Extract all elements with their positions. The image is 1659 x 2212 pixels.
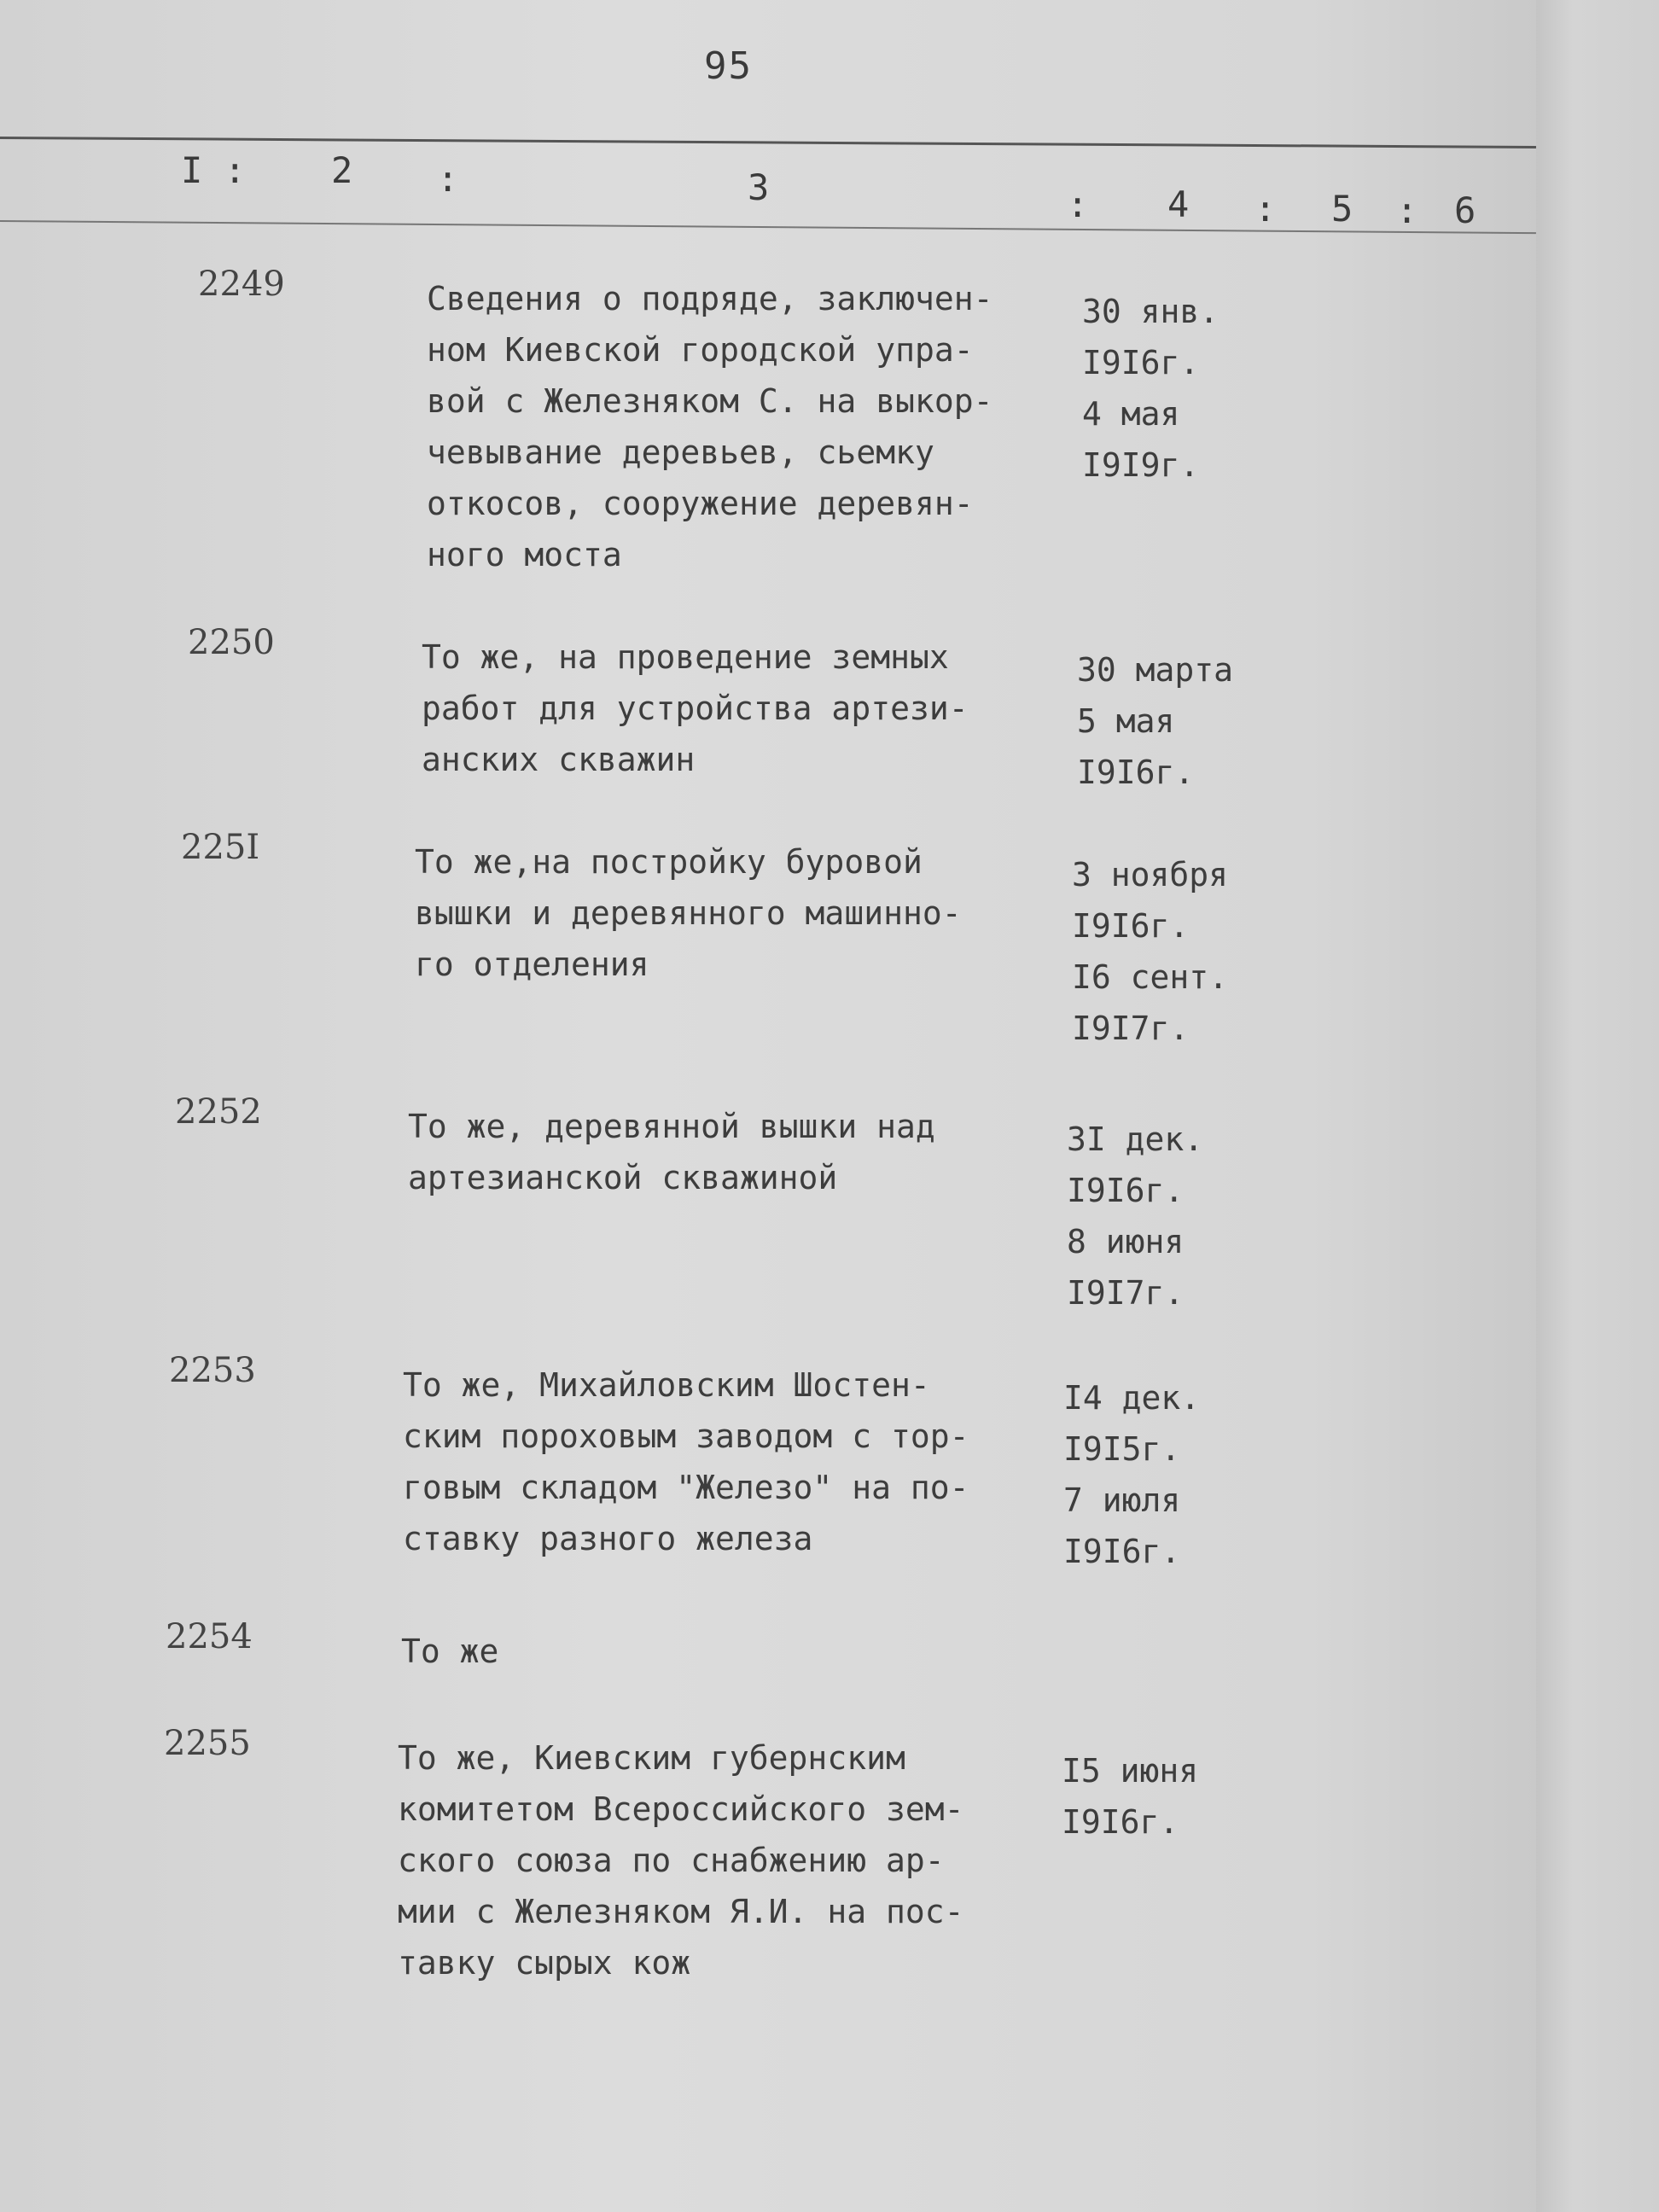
date-line: 4 мая bbox=[1082, 395, 1180, 433]
col-header-5: 5 bbox=[1331, 188, 1353, 230]
description-line: вой с Железняком С. на выкор- bbox=[427, 382, 993, 420]
entry-dates bbox=[1063, 1372, 1200, 1577]
date-line: 3 ноября bbox=[1072, 856, 1229, 894]
entry-number: 2255 bbox=[164, 1724, 251, 1763]
col-header-sep: : bbox=[1396, 189, 1418, 231]
date-line: I9I9г. bbox=[1082, 446, 1200, 484]
col-header-4: 4 bbox=[1167, 183, 1190, 225]
entry-description bbox=[401, 1626, 498, 1677]
description-line: анских скважин bbox=[422, 741, 696, 778]
description-line: вышки и деревянного машинно- bbox=[415, 894, 962, 932]
entry-number: 2249 bbox=[198, 265, 285, 304]
date-line: I9I6г. bbox=[1063, 1533, 1181, 1570]
description-line: артезианской скважиной bbox=[408, 1159, 838, 1196]
description-line: ного моста bbox=[427, 536, 622, 573]
entry-description bbox=[415, 836, 962, 990]
description-line: ставку разного железа bbox=[403, 1520, 813, 1557]
date-line: I9I6г. bbox=[1072, 907, 1190, 945]
description-line: То же, на проведение земных bbox=[422, 638, 949, 676]
description-line: ского союза по снабжению ар- bbox=[398, 1842, 945, 1879]
entry-number: 225I bbox=[181, 828, 260, 867]
date-line: I9I6г. bbox=[1062, 1803, 1179, 1841]
date-line: 8 июня bbox=[1067, 1223, 1185, 1260]
date-line: I6 сент. bbox=[1072, 958, 1229, 996]
description-line: мии с Железняком Я.И. на пос- bbox=[398, 1893, 964, 1930]
description-line: чевывание деревьев, сьемку bbox=[427, 434, 934, 471]
entry-dates bbox=[1062, 1745, 1198, 1848]
date-line: I9I6г. bbox=[1067, 1172, 1185, 1209]
entry-number: 2250 bbox=[188, 623, 275, 662]
description-line: откосов, сооружение деревян- bbox=[427, 485, 974, 522]
entry-number: 2252 bbox=[175, 1092, 262, 1132]
description-line: То же,на постройку буровой bbox=[415, 843, 923, 881]
date-line: 5 мая bbox=[1077, 702, 1175, 740]
description-line: комитетом Всероссийского зем- bbox=[398, 1790, 964, 1828]
date-line: 30 янв. bbox=[1082, 293, 1220, 330]
entry-dates bbox=[1067, 1114, 1203, 1318]
col-header-3: 3 bbox=[748, 166, 770, 208]
date-line: I9I7г. bbox=[1067, 1274, 1185, 1312]
entry-dates bbox=[1072, 849, 1228, 1054]
description-line: Сведения о подряде, заключен- bbox=[427, 280, 993, 317]
date-line: I9I7г. bbox=[1072, 1010, 1190, 1047]
date-line: 3I дек. bbox=[1067, 1121, 1204, 1158]
entry-description bbox=[427, 273, 992, 580]
description-line: тавку сырых кож bbox=[398, 1944, 691, 1982]
entry-description bbox=[422, 632, 969, 785]
description-line: говым складом "Железо" на по- bbox=[403, 1469, 969, 1506]
entry-number: 2253 bbox=[169, 1351, 256, 1390]
description-line: То же, Михайловским Шостен- bbox=[403, 1366, 930, 1404]
description-line: То же bbox=[401, 1633, 499, 1670]
date-line: 7 июля bbox=[1063, 1481, 1181, 1519]
entry-description bbox=[408, 1101, 935, 1203]
col-header-6: 6 bbox=[1454, 189, 1476, 231]
col-header-1: I : bbox=[181, 149, 246, 191]
entry-dates bbox=[1077, 644, 1233, 798]
col-header-sep: : bbox=[1067, 183, 1089, 225]
description-line: То же, деревянной вышки над bbox=[408, 1108, 935, 1145]
col-header-sep: : bbox=[437, 158, 459, 200]
description-line: ским пороховым заводом с тор- bbox=[403, 1417, 969, 1455]
description-line: работ для устройства артези- bbox=[422, 690, 969, 727]
entry-description bbox=[403, 1359, 969, 1564]
description-line: го отделения bbox=[415, 946, 649, 983]
date-line: I5 июня bbox=[1062, 1752, 1199, 1790]
col-header-sep: : bbox=[1254, 188, 1277, 230]
description-line: То же, Киевским губернским bbox=[398, 1739, 905, 1777]
date-line: I4 дек. bbox=[1063, 1379, 1201, 1417]
page-number: 95 bbox=[704, 44, 753, 88]
entry-dates bbox=[1082, 286, 1219, 491]
date-line: I9I6г. bbox=[1082, 344, 1200, 381]
date-line: I9I6г. bbox=[1077, 754, 1195, 791]
entry-number: 2254 bbox=[166, 1617, 253, 1656]
entry-description bbox=[398, 1732, 963, 1988]
date-line: 30 марта bbox=[1077, 651, 1234, 689]
col-header-2: 2 bbox=[331, 149, 353, 191]
date-line: I9I5г. bbox=[1063, 1430, 1181, 1468]
description-line: ном Киевской городской упра- bbox=[427, 331, 974, 369]
page-edge bbox=[1536, 0, 1659, 2212]
